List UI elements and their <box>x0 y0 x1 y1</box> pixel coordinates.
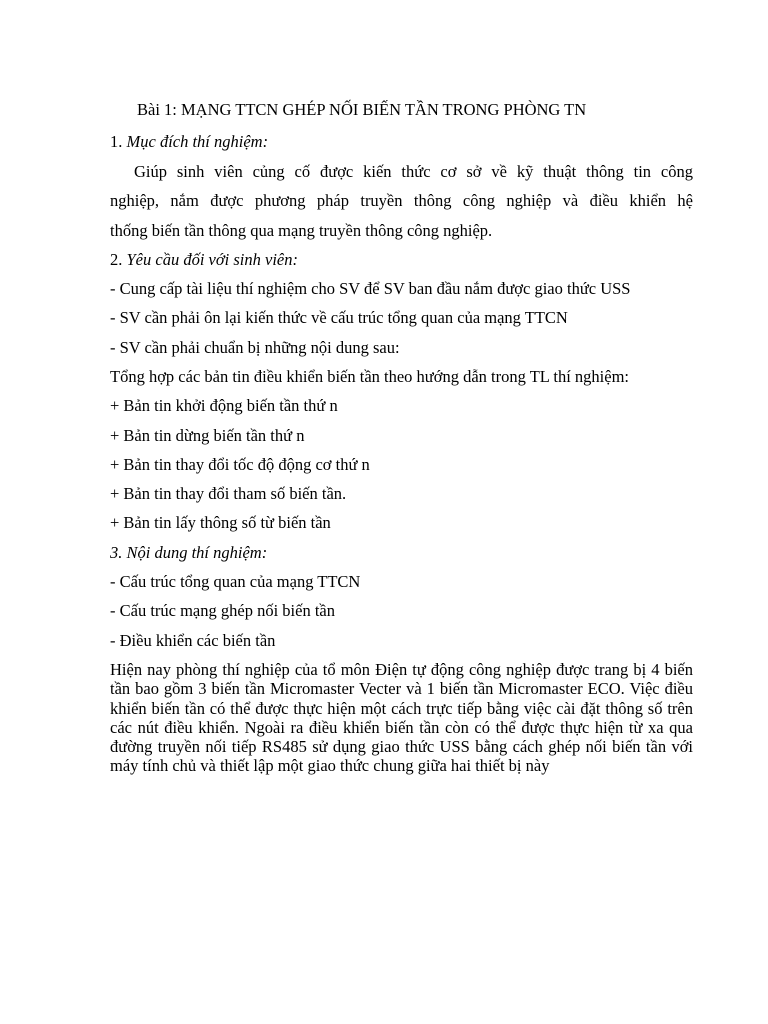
section2-item-5: + Bản tin khởi động biến tần thứ n <box>110 396 338 415</box>
section3-item-1: - Cấu trúc tổng quan của mạng TTCN <box>110 572 361 591</box>
section1-heading-text: Mục đích thí nghiệm: <box>126 132 269 151</box>
document-title: Bài 1: MẠNG TTCN GHÉP NỐI BIẾN TẦN TRONG PHÒNG TN <box>137 100 587 119</box>
section2-item-2: - SV cần phải ôn lại kiến thức về cấu trúc tổng quan của mạng TTCN <box>110 308 568 327</box>
section1-line-3: thống biến tần thông qua mạng truyền thông công nghiệp. <box>110 221 493 240</box>
section1-number: 1. <box>110 132 127 151</box>
section2-item-4: Tổng hợp các bản tin điều khiển biến tần theo hướng dẫn trong TL thí nghiệm: <box>110 367 629 386</box>
section1-heading <box>110 132 268 152</box>
section3-item-3: - Điều khiển các biến tần <box>110 631 276 650</box>
section2-number: 2. <box>110 250 127 269</box>
section2-heading-text: Yêu cầu đối với sinh viên: <box>126 250 298 269</box>
section3-heading: 3. Nội dung thí nghiệm: <box>110 543 268 562</box>
section3-item-2: - Cấu trúc mạng ghép nối biến tần <box>110 601 335 620</box>
section2-item-1: - Cung cấp tài liệu thí nghiệm cho SV để SV ban đầu nắm được giao thức USS <box>110 279 631 298</box>
section1-line-1: Giúp sinh viên củng cố được kiến thức cơ sở về kỹ thuật thông tin công <box>134 162 693 181</box>
section2-item-7: + Bản tin thay đổi tốc độ động cơ thứ n <box>110 455 370 474</box>
section2-item-3: - SV cần phải chuẩn bị những nội dung sau: <box>110 338 400 357</box>
section2-heading <box>110 250 298 270</box>
section2-item-9: + Bản tin lấy thông số từ biến tần <box>110 513 331 532</box>
section3-paragraph: Hiện nay phòng thí nghiệp của tổ môn Điện tự động công nghiệp được trang bị 4 biến tần bao gồm 3 biến tần Micromaster Vecter và 1 biến tần Micromaster ECO. Việc điều khiển biến tần có thể được thực hiện một cách trực tiếp bằng việc cài đặt thông số trên các nút điều khiển. Ngoài ra điều khiển biến tần còn có thể được thực hiện từ xa qua đường truyền nối tiếp RS485 sử dụng giao thức USS bằng cách ghép nối biến tần với máy tính chủ và thiết lập một giao thức chung giữa hai thiết bị này <box>110 660 693 776</box>
section1-line-2: nghiệp, nắm được phương pháp truyền thông công nghiệp và điều khiển hệ <box>110 191 693 210</box>
section2-item-8: + Bản tin thay đổi tham số biến tần. <box>110 484 347 503</box>
section2-item-6: + Bản tin dừng biến tần thứ n <box>110 426 305 445</box>
